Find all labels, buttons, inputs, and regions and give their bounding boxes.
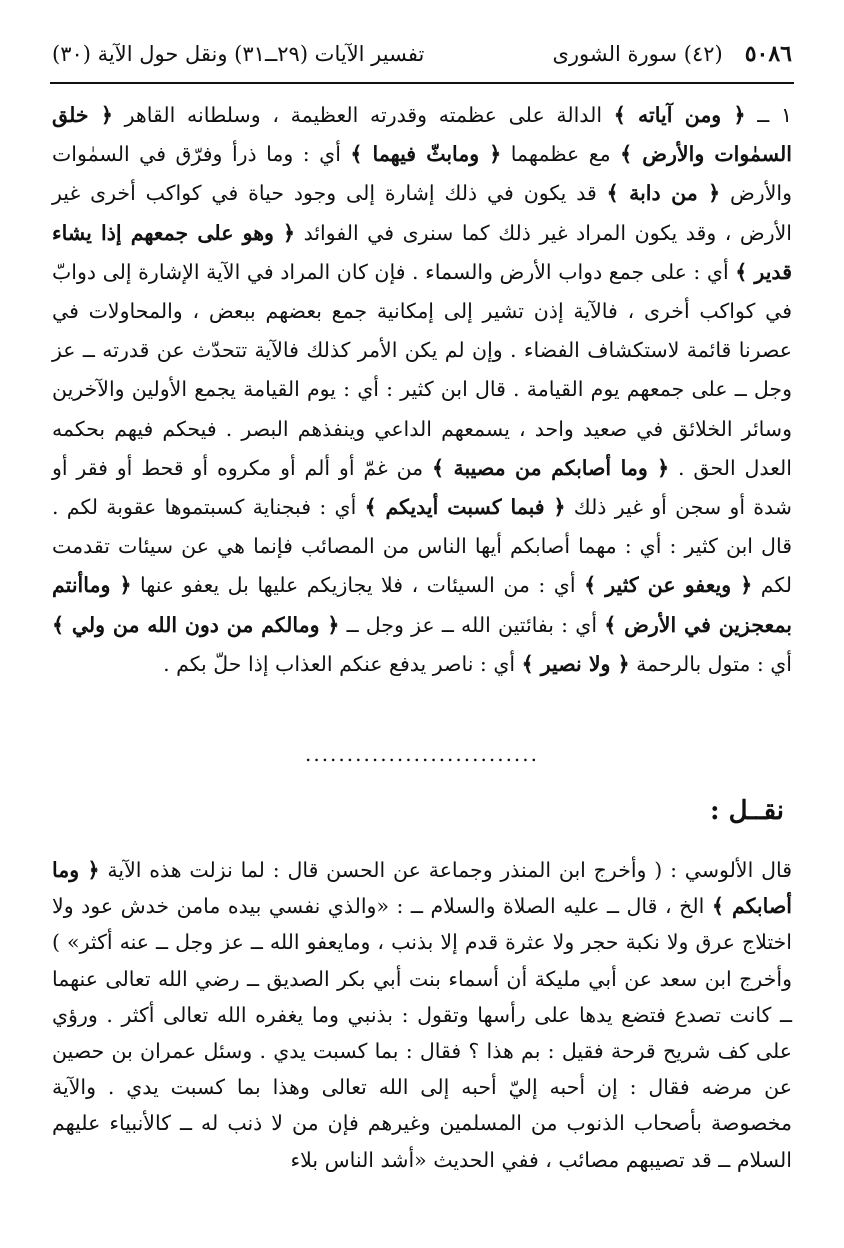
page-number: ٥٠٨٦ <box>744 41 792 67</box>
naql-heading: نقــل : <box>710 796 784 826</box>
naql-text <box>52 852 792 1178</box>
surah-name: (٤٢) سورة الشورى <box>552 42 723 66</box>
header-rule <box>50 82 794 84</box>
running-header <box>52 34 792 74</box>
verse-quote: ﴿ ويعفو عن كثير ﴾ <box>584 573 753 598</box>
verse-quote: ﴿ فبما كسبت أيديكم ﴾ <box>364 495 566 520</box>
verse-quote: ﴿ ولا نصير ﴾ <box>521 651 630 676</box>
commentary: من غمّ أو ألم أو مكروه أو قحط أو فقر أو شدة أو سجن أو غير ذلك <box>52 455 792 520</box>
commentary: أي : من السيئات ، فلا يجازيكم عليها بل يعفو عنها <box>131 573 585 598</box>
tafsir-text <box>52 96 792 684</box>
commentary: أي : فبجناية كسبتموها عقوبة لكم . قال ابن كثير : أي : مهما أصابكم أيها الناس من المصائب فإنما هي عن سيئات تقدمت لكم <box>52 495 793 598</box>
quote-text: قال الألوسي : ( وأخرج ابن المنذر وجماعة عن الحسن قال : لما نزلت هذه الآية <box>99 858 793 882</box>
verse-quote: ﴿ ومن آياته ﴾ <box>613 103 746 127</box>
header-right <box>552 41 792 67</box>
item-number: ١ ــ <box>745 103 792 127</box>
verse-quote: ﴿ من دابة ﴾ <box>606 181 721 206</box>
verse-quote: ﴿ وما أصابكم من مصيبة ﴾ <box>432 455 670 480</box>
commentary: قد يكون في ذلك إشارة إلى وجود حياة في كواكب أخرى غير الأرض ، وقد يكون المراد غير ذلك كما سنرى في الفوائد <box>52 181 792 245</box>
commentary: أي : وما ذرأ وفرّق في السمٰوات والأرض <box>52 142 792 206</box>
verse-quote: ﴿ وهو على جمعهم إذا يشاء قدير ﴾ <box>52 220 792 284</box>
commentary: أي : متول بالرحمة <box>629 651 792 676</box>
dotted-separator: ............................ <box>304 742 539 766</box>
tafsir-paragraph <box>52 96 792 684</box>
verse-quote: ﴿ خلق السمٰوات والأرض ﴾ <box>52 103 793 167</box>
quote-text: الخ ، قال ــ عليه الصلاة والسلام ــ : «والذي نفسي بيده مامن خدش عود ولا اختلاج عرق ولا نكبة حجر ولا عثرة قدم إلا بذنب ، ومايعفو الله ــ عز وجل ــ عنه أكثر» ) وأخرج ابن سعد عن أبي مليكة أن أسماء بنت أبي بكر الصديق ــ رضي الله تعالى عنهما ــ كانت تصدع فتضع يدها على رأسها وتقول : بذنبي وما يغفره الله تعالى أكثر . ورؤي على كف شريح قرحة فقيل : بم هذا ؟ فقال : بما كسبت يدي . وسئل عمران بن حصين عن مرضه فقال : إن أحبه إليّ أحبه إلى الله تعالى وهذا بما كسبت يدي . والآية مخصوصة بأصحاب الذنوب من المسلمين وغيرهم فإن من لا ذنب له ــ كالأنبياء عليهم السلام ــ قد تصيبهم مصائب ، ففي الحديث «أشد الناس بلاء <box>52 894 792 1172</box>
naql-paragraph <box>52 852 792 1178</box>
verse-quote: ﴿ وماأنتم بمعجزين في الأرض ﴾ <box>52 573 792 637</box>
commentary: أي : بفائتين الله ــ عز وجل ــ <box>339 612 605 637</box>
verse-quote: ﴿ ومابثّ فيهما ﴾ <box>350 142 502 167</box>
commentary: أي : ناصر يدفع عنكم العذاب إذا حلّ بكم . <box>163 651 522 676</box>
section-title: تفسير الآيات (٢٩ــ٣١) ونقل حول الآية (٣٠) <box>52 42 425 66</box>
commentary: مع عظمهما <box>501 142 621 167</box>
verse-quote: ﴿ وما أصابكم ﴾ <box>52 858 792 919</box>
verse-quote: ﴿ ومالكم من دون الله من ولي ﴾ <box>52 612 340 637</box>
commentary: الدالة على عظمته وقدرته العظيمة ، وسلطانه القاهر <box>112 103 614 127</box>
commentary: أي : على جمع دواب الأرض والسماء . فإن كان المراد في الآية الإشارة إلى دوابّ في كواكب أخرى ، فالآية إذن تشير إلى إمكانية جمع بعضهم ببعض ، والمحاولات في عصرنا قائمة لاستكشاف الفضاء . وإن لم يكن الأمر كذلك فالآية تتحدّث عن قدرته ــ عز وجل ــ على جمعهم يوم القيامة . قال ابن كثير : أي : يوم القيامة يجمع الأولين والآخرين وسائر الخلائق في صعيد واحد ، يسمعهم الداعي وينفذهم البصر . فيحكم فيهم بحكمه العدل الحق . <box>52 259 793 480</box>
